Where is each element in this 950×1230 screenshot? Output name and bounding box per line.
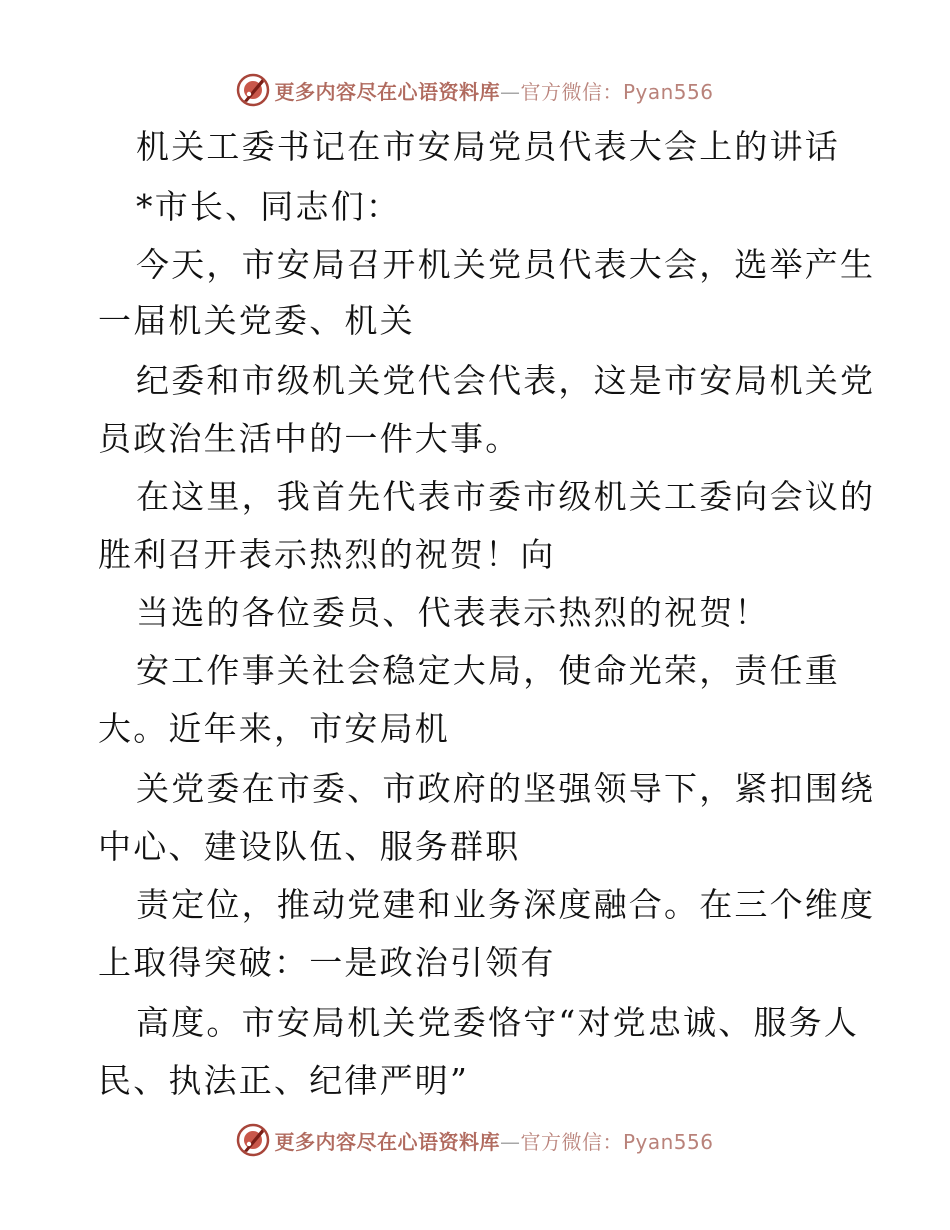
watermark-dash: — [499, 1129, 521, 1154]
quill-logo-icon [236, 73, 270, 107]
paragraph-line: 员政治生活中的一件大事。 [98, 419, 521, 458]
paragraph-line: 在这里，我首先代表市委市级机关工委向会议的 [136, 477, 876, 516]
watermark-wechat: 官方微信：Pyan556 [520, 1129, 714, 1154]
paragraph-line: 当选的各位委员、代表表示热烈的祝贺！ [136, 593, 770, 632]
salutation: *市长、同志们： [136, 187, 402, 226]
watermark-brand: 更多内容尽在心语资料库 [274, 79, 500, 104]
paragraph-line: 安工作事关社会稳定大局，使命光荣，责任重 [136, 651, 840, 690]
paragraph-line: 一届机关党委、机关 [98, 301, 415, 340]
paragraph-line: 责定位，推动党建和业务深度融合。在三个维度 [136, 885, 876, 924]
paragraph-line: 纪委和市级机关党代会代表，这是市安局机关党 [136, 361, 876, 400]
paragraph-line: 关党委在市委、市政府的坚强领导下，紧扣围绕 [136, 769, 876, 808]
paragraph-line: 上取得突破：一是政治引领有 [98, 943, 556, 982]
document-title: 机关工委书记在市安局党员代表大会上的讲话 [136, 127, 840, 166]
watermark-brand: 更多内容尽在心语资料库 [274, 1129, 500, 1154]
footer-watermark [0, 1118, 950, 1162]
watermark-dash: — [499, 79, 521, 104]
paragraph-line: 中心、建设队伍、服务群职 [98, 827, 521, 866]
paragraph-line: 今天，市安局召开机关党员代表大会，选举产生 [136, 245, 876, 284]
watermark-text [274, 76, 713, 105]
quill-logo-icon [236, 1123, 270, 1157]
header-watermark [0, 68, 950, 112]
paragraph-line: 高度。市安局机关党委恪守“对党忠诚、服务人 [136, 1003, 860, 1042]
watermark-wechat: 官方微信：Pyan556 [520, 79, 714, 104]
paragraph-line: 胜利召开表示热烈的祝贺！向 [98, 535, 556, 574]
paragraph-line: 大。近年来，市安局机 [98, 709, 450, 748]
paragraph-line: 民、执法正、纪律严明” [98, 1061, 470, 1100]
watermark-text [274, 1126, 713, 1155]
